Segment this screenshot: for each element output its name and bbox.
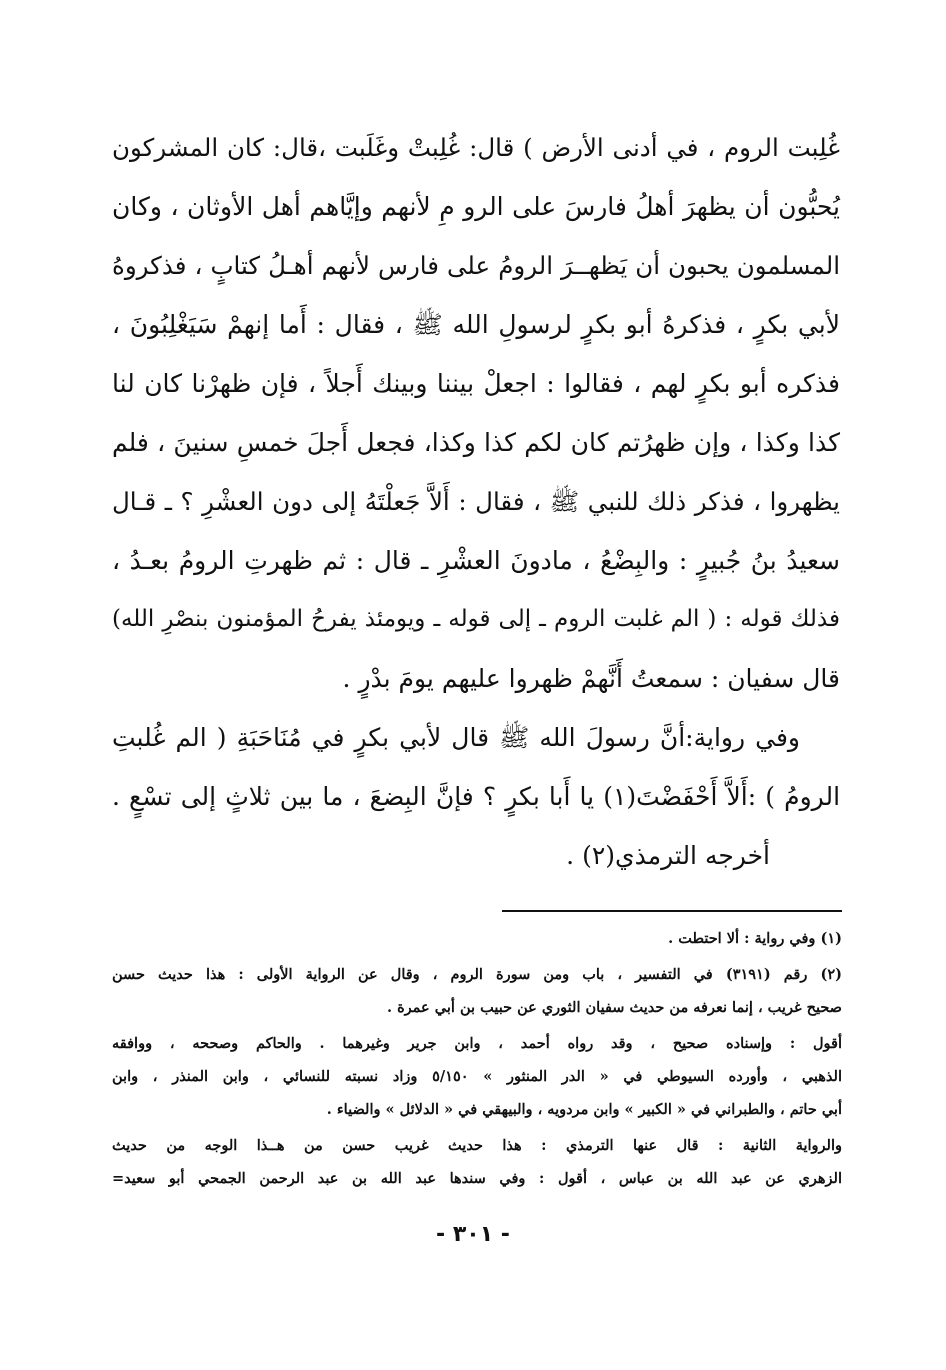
main-text-line: يُحبُّون أن يظهرَ أهلُ فارسَ على الرو مِ لأنهم وإيَّاهم أهل الأوثان ، وكان bbox=[112, 192, 840, 221]
main-text-line: المسلمون يحبون أن يَظهــرَ الرومُ على فارس لأنهم أهـلُ كتابٍ ، فذكروهُ bbox=[112, 251, 840, 280]
footnotes-block bbox=[112, 922, 842, 1195]
page-number: - ٣٠١ - bbox=[436, 1222, 510, 1247]
main-text-line: فذلك قوله : ( الم غلبت الروم ـ إلى قوله ـ ويومئذ يفرحُ المؤمنون بنصْرِ الله) bbox=[112, 606, 840, 632]
footnote-line: (٢) رقم (٣١٩١) في التفسير ، باب ومن سورة الروم ، وقال عن الرواية الأولى : هذا حديث حسن bbox=[112, 966, 842, 983]
main-text-line: سعيدُ بنُ جُبيرٍ : والبِضْعُ ، مادونَ العشْرِ ـ قال : ثم ظهرتِ الرومُ بعـدُ ، bbox=[112, 546, 840, 575]
footnote-line: صحيح غريب ، إنما نعرفه من حديث سفيان الثوري عن حبيب بن أبي عمرة . bbox=[386, 999, 842, 1016]
footnote-line: أقول : وإسناده صحيح ، وقد رواه أحمد ، وابن جرير وغيرهما . والحاكم وصححه ، ووافقه bbox=[112, 1035, 842, 1052]
main-text-line: أخرجه الترمذي(٢) . bbox=[566, 841, 770, 870]
footnote-line: أبي حاتم ، والطبراني في « الكبير » وابن مردويه ، والبيهقي في « الدلائل » والضياء . bbox=[326, 1101, 842, 1118]
main-text-line: وفي رواية:أنَّ رسولَ الله ﷺ قال لأبي بكرٍ في مُنَاحَبَةِ ( الم غُلبتِ bbox=[112, 723, 800, 752]
main-text-line: فذكره أبو بكرٍ لهم ، فقالوا : اجعلْ بيننا وبينك أَجلاً ، فإن ظهرْنا كان لنا bbox=[112, 369, 840, 398]
main-text-line: الرومُ ) :أَلاَّ أَحْفَضْتَ(١) يا أَبا بكرٍ ؟ فإنَّ البِضعَ ، ما بين ثلاثٍ إلى تسْعٍ . bbox=[112, 782, 841, 811]
main-text-line: لأبي بكرٍ ، فذكرهُ أبو بكرٍ لرسولِ الله ﷺ ، فقال : أَما إنهمْ سَيَغْلِبُونَ ، bbox=[112, 310, 840, 339]
main-text-line: يظهروا ، فذكر ذلك للنبي ﷺ ، فقال : أَلاَّ جَعلْتَهُ إلى دون العشْرِ ؟ ـ قـال bbox=[112, 487, 840, 516]
main-text-block bbox=[112, 118, 840, 885]
footnote-line: (١) وفي رواية : ألا احتطت . bbox=[668, 930, 842, 947]
footnote-line: الذهبي ، وأورده السيوطي في « الدر المنثور » ٥/١٥٠ وزاد نسبته للنسائي ، وابن المنذر ، وابن bbox=[112, 1068, 842, 1085]
footnote-line: الزهري عن عبد الله بن عباس ، أقول : وفي سندها عبد الله بن عبد الرحمن الجمحي أبو سعيد= bbox=[112, 1170, 842, 1187]
main-text-line: غُلِبت الروم ، في أدنى الأرض ) قال: غُلِبتْ وغَلَبت ،قال: كان المشركون bbox=[112, 133, 840, 162]
main-text-line: كذا وكذا ، وإن ظهرُتم كان لكم كذا وكذا، فجعل أَجلَ خمسِ سنينَ ، فلم bbox=[112, 428, 840, 457]
main-text-line: قال سفيان : سمعتُ أَنَّهمْ ظهروا عليهم يومَ بدْرٍ . bbox=[342, 664, 840, 693]
footnote-separator bbox=[502, 910, 842, 912]
footnote-line: والرواية الثانية : قال عنها الترمذي : هذا حديث غريب حسن من هــذا الوجه من حديث bbox=[112, 1137, 842, 1154]
